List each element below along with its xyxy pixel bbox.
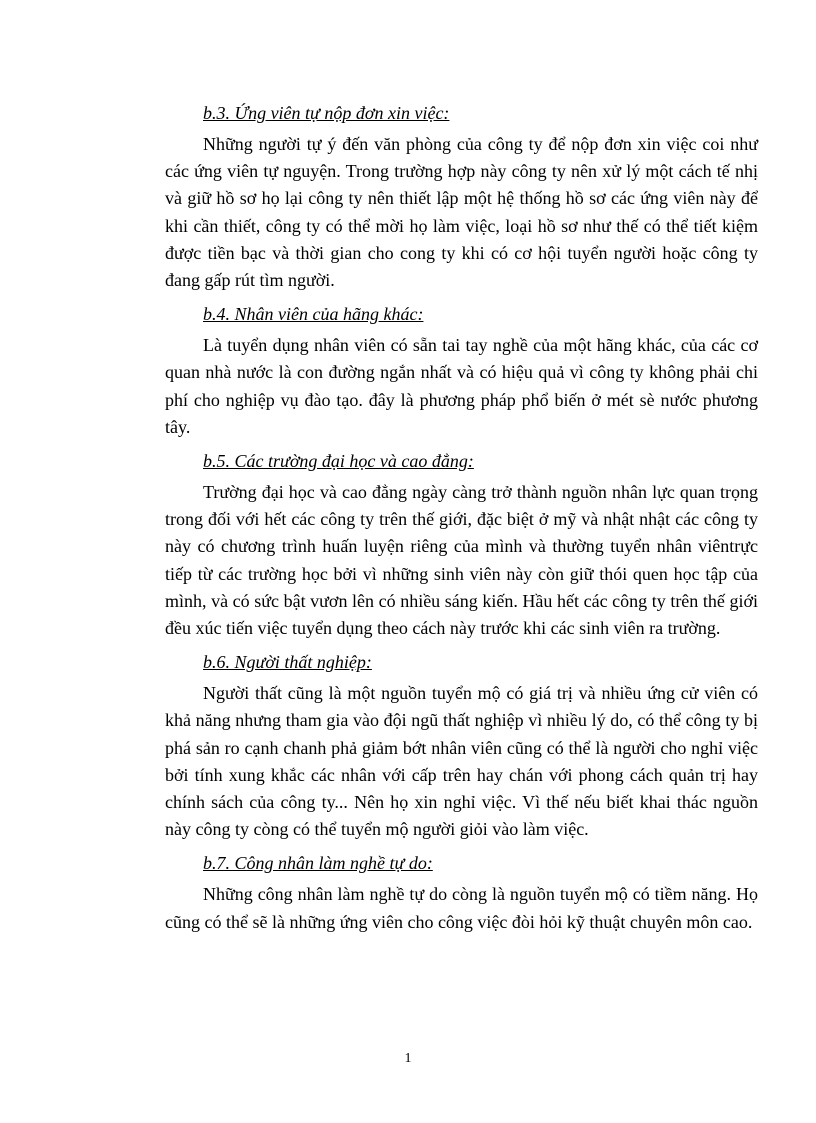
document-body <box>165 100 758 943</box>
section-heading-b3: b.3. Ứng viên tự nộp đơn xin việc: <box>203 103 450 123</box>
section-heading-b4: b.4. Nhân viên của hãng khác: <box>203 304 424 325</box>
section-paragraph-b7: Những công nhân làm nghề tự do còng là nguồn tuyển mộ có tiềm năng. Họ cũng có thể sẽ là những ứng viên cho công việc đòi hỏi kỹ thuật chuyên môn cao. <box>165 884 758 932</box>
section-heading-b7: b.7. Công nhân làm nghề tự do: <box>203 853 433 874</box>
section-heading-b5: b.5. Các trường đại học và cao đẳng: <box>203 451 474 472</box>
section-paragraph-b3: Những người tự ý đến văn phòng của công ty để nộp đơn xin việc coi như các ứng viên tự nguyện. Trong trường hợp này công ty nên xử lý một cách tế nhị và giữ hồ sơ họ lại công ty nên thiết lập một hệ thống hồ sơ các ứng viên này để khi cần thiết, công ty có thể mời họ làm việc, loại hồ sơ như thế có thể tiết kiệm được tiền bạc và thời gian cho cong ty khi có cơ hội tuyển người hoặc công ty đang gấp rút tìm người. <box>165 134 758 291</box>
section-paragraph-b6: Người thất cũng là một nguồn tuyển mộ có giá trị và nhiều ứng cử viên có khả năng nhưng tham gia vào đội ngũ thất nghiệp vì nhiều lý do, có thể công ty bị phá sản ro cạnh chanh phả giảm bớt nhân viên cũng có thể là người cho nghỉ việc bởi tính xung khắc các nhân với cấp trên hay chán với phong cách quản trị hay chính sách của công ty... Nên họ xin nghỉ việc. Vì thế nếu biết khai thác nguồn này công ty còng có thể tuyển mộ người giỏi vào làm việc. <box>165 683 758 840</box>
section-heading-b6: b.6. Người thất nghiệp: <box>203 652 372 673</box>
section-paragraph-b4: Là tuyển dụng nhân viên có sẵn tai tay nghề của một hãng khác, của các cơ quan nhà nước là con đường ngắn nhất và có hiệu quả vì công ty không phải chi phí cho nghiệp vụ đào tạo. đây là phương pháp phổ biến ở mét sè nước phương tây. <box>165 335 758 437</box>
page-number: 1 <box>404 1051 412 1066</box>
section-paragraph-b5: Trường đại học và cao đẳng ngày càng trở thành nguồn nhân lực quan trọng trong đối với hết các công ty trên thế giới, đặc biệt ở mỹ và nhật nhật các công ty này có chương trình huấn luyện riêng của mình và thường tuyển nhân viêntrực tiếp từ các trường học bởi vì những sinh viên này còn giữ thói quen học tập của mình, và có sức bật vươn lên có nhiều sáng kiến. Hầu hết các công ty trên thế giới đều xúc tiến việc tuyển dụng theo cách này trước khi các sinh viên ra trường. <box>165 482 758 639</box>
